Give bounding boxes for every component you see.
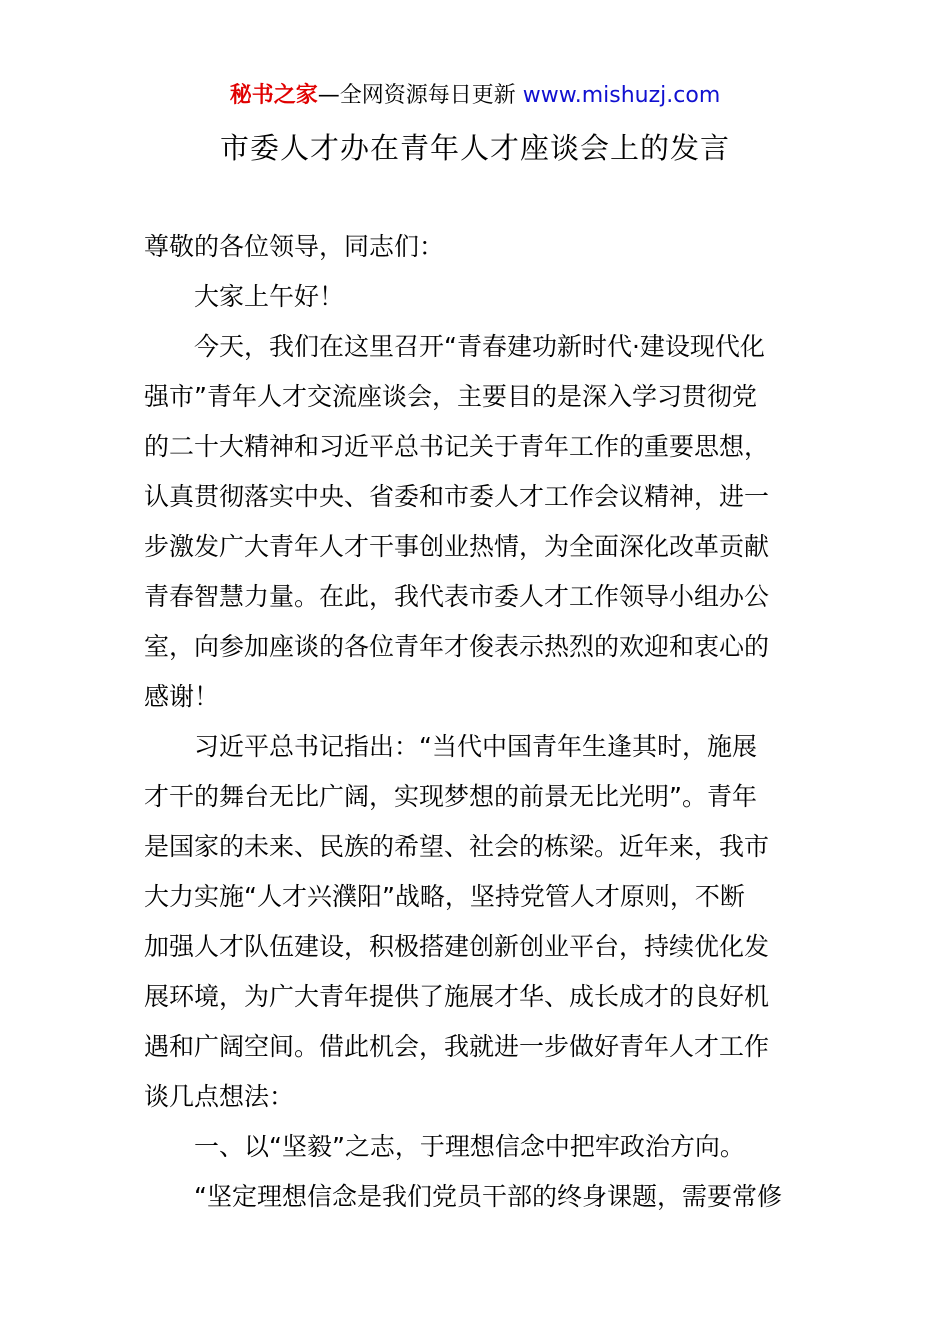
greeting: 大家上午好！	[194, 282, 345, 311]
paragraph-line: 是国家的未来、民族的希望、社会的栋梁。近年来，我市	[144, 832, 770, 861]
section-heading: 一、以“坚毅”之志，于理想信念中把牢政治方向。	[194, 1132, 745, 1161]
paragraph-line: 习近平总书记指出：“当代中国青年生逢其时，施展	[194, 732, 757, 761]
site-url-link[interactable]: www.mishuzj.com	[522, 83, 721, 108]
paragraph-line: 谈几点想法：	[144, 1082, 295, 1111]
salutation: 尊敬的各位领导，同志们：	[144, 232, 445, 261]
paragraph-line: 大力实施“人才兴濮阳”战略，坚持党管人才原则，不断	[144, 882, 745, 911]
paragraph-line: 室，向参加座谈的各位青年才俊表示热烈的欢迎和衷心的	[144, 632, 770, 661]
site-header	[0, 78, 950, 114]
paragraph-line: 加强人才队伍建设，积极搭建创新创业平台，持续优化发	[144, 932, 770, 961]
site-name: 秘书之家	[229, 83, 318, 108]
paragraph-line: 展环境，为广大青年提供了施展才华、成长成才的良好机	[144, 982, 770, 1011]
site-tagline: —全网资源每日更新	[317, 83, 516, 108]
paragraph-line: 感谢！	[144, 682, 220, 711]
paragraph-line: 认真贯彻落实中央、省委和市委人才工作会议精神，进一	[144, 482, 770, 511]
paragraph-line: 步激发广大青年人才干事创业热情，为全面深化改革贡献	[144, 532, 770, 561]
paragraph-line: 才干的舞台无比广阔，实现梦想的前景无比光明”。青年	[144, 782, 757, 811]
paragraph-line: 强市”青年人才交流座谈会，主要目的是深入学习贯彻党	[144, 382, 757, 411]
paragraph-line: 的二十大精神和习近平总书记关于青年工作的重要思想，	[144, 432, 770, 461]
document-title: 市委人才办在青年人才座谈会上的发言	[219, 131, 730, 165]
paragraph-line: 青春智慧力量。在此，我代表市委人才工作领导小组办公	[144, 582, 770, 611]
paragraph-line: “坚定理想信念是我们党员干部的终身课题，需要常修	[194, 1182, 782, 1211]
paragraph-line: 今天，我们在这里召开“青春建功新时代·建设现代化	[194, 332, 765, 361]
document-body	[144, 222, 814, 1222]
paragraph-line: 遇和广阔空间。借此机会，我就进一步做好青年人才工作	[144, 1032, 770, 1061]
